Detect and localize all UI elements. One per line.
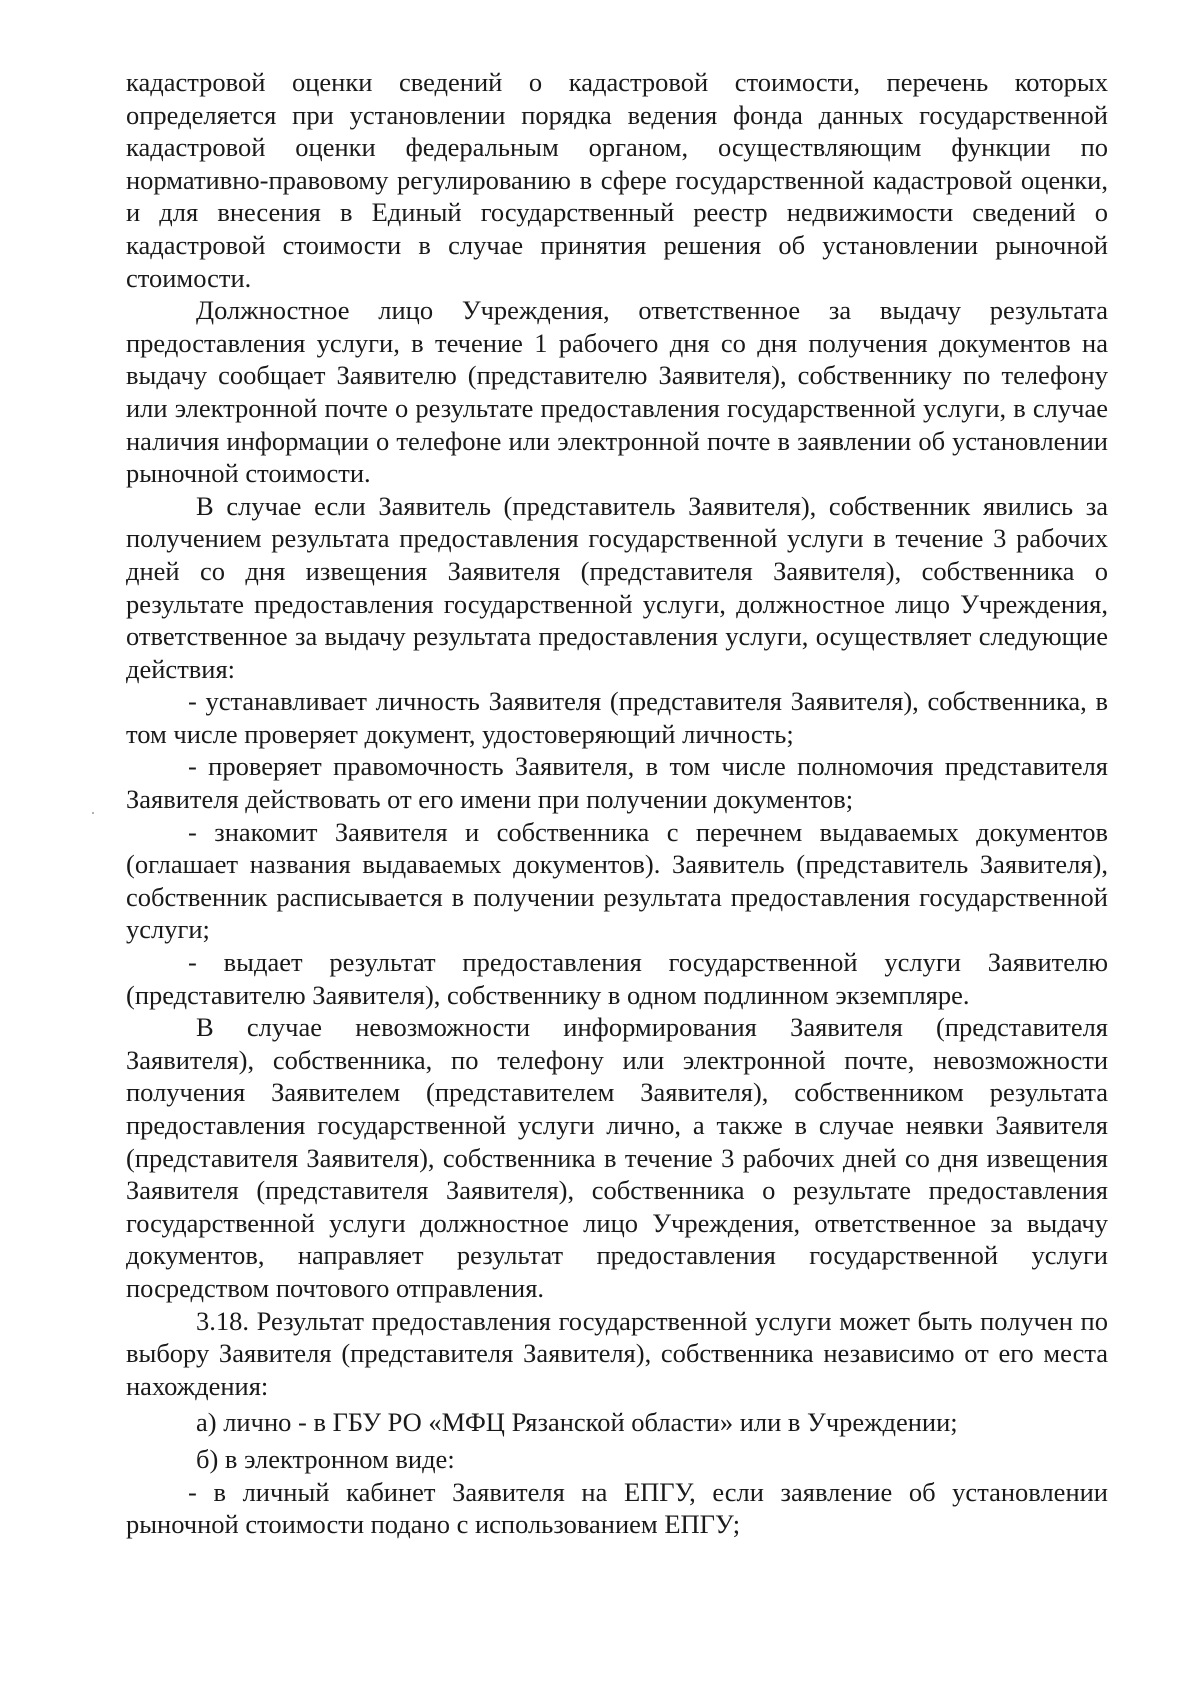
paragraph-cadastral-continuation: кадастровой оценки сведений о кадастровой стоимости, перечень которых определяется при установлении порядка ведения фонда данных государственной кадастровой оценки федеральным органом, осуществляющим функции по нормативно-правовому регулированию в сфере государственной кадастровой оценки, и для внесения в Единый государственный реестр недвижимости сведений о кадастровой стоимости в случае принятия решения об установлении рыночной стоимости. bbox=[126, 67, 1108, 293]
list-item-issue-result: - выдает результат предоставления государственной услуги Заявителю (представителю Заявителя), собственнику в одном подлинном экземпляре. bbox=[126, 947, 1108, 1010]
paragraph-section-3-18: 3.18. Результат предоставления государственной услуги может быть получен по выбору Заявителя (представителя Заявителя), собственника независимо от его места нахождения: bbox=[126, 1305, 1108, 1401]
scan-speck bbox=[92, 812, 94, 814]
paragraph-postal-delivery: В случае невозможности информирования Заявителя (представителя Заявителя), собственника, по телефону или электронной почте, невозможности получения Заявителем (представителем Заявителя), собственником результата предоставления государственной услуги лично, а также в случае неявки Заявителя (представителя Заявителя), собственника в течение 3 рабочих дней со дня извещения Заявителя (представителя Заявителя), собственника о результате предоставления государственной услуги должностное лицо Учреждения, ответственное за выдачу документов, направляет результат предоставления государственной услуги посредством почтового отправления. bbox=[126, 1012, 1108, 1303]
list-item-in-person: а) лично - в ГБУ РО «МФЦ Рязанской области» или в Учреждении; bbox=[196, 1407, 958, 1438]
list-item-check-authority: - проверяет правомочность Заявителя, в том числе полномочия представителя Заявителя действовать от его имени при получении документов; bbox=[126, 751, 1108, 815]
paragraph-applicant-appearance: В случае если Заявитель (представитель Заявителя), собственник явились за получением результата предоставления государственной услуги в течение 3 рабочих дней со дня извещения Заявителя (представителя Заявителя), собственника о результате предоставления государственной услуги, должностное лицо Учреждения, ответственное за выдачу результата предоставления услуги, осуществляет следующие действия: bbox=[126, 490, 1108, 684]
list-item-introduce-documents: - знакомит Заявителя и собственника с перечнем выдаваемых документов (оглашает названия выдаваемых документов). Заявитель (представитель Заявителя), собственник расписывается в получении результата предоставления государственной услуги; bbox=[126, 816, 1108, 945]
paragraph-official-notification: Должностное лицо Учреждения, ответственное за выдачу результата предоставления услуги, в течение 1 рабочего дня со дня получения документов на выдачу сообщает Заявителю (представителю Заявителя), собственнику по телефону или электронной почте о результате предоставления государственной услуги, в случае наличия информации о телефоне или электронной почте в заявлении об установлении рыночной стоимости. bbox=[126, 295, 1108, 489]
list-item-epgu-cabinet: - в личный кабинет Заявителя на ЕПГУ, если заявление об установлении рыночной стоимости подано с использованием ЕПГУ; bbox=[126, 1476, 1108, 1540]
list-item-electronic: б) в электронном виде: bbox=[196, 1443, 455, 1474]
list-item-identify-person: - устанавливает личность Заявителя (представителя Заявителя), собственника, в том числе проверяет документ, удостоверяющий личность; bbox=[126, 686, 1108, 749]
document-body bbox=[126, 66, 1108, 1541]
